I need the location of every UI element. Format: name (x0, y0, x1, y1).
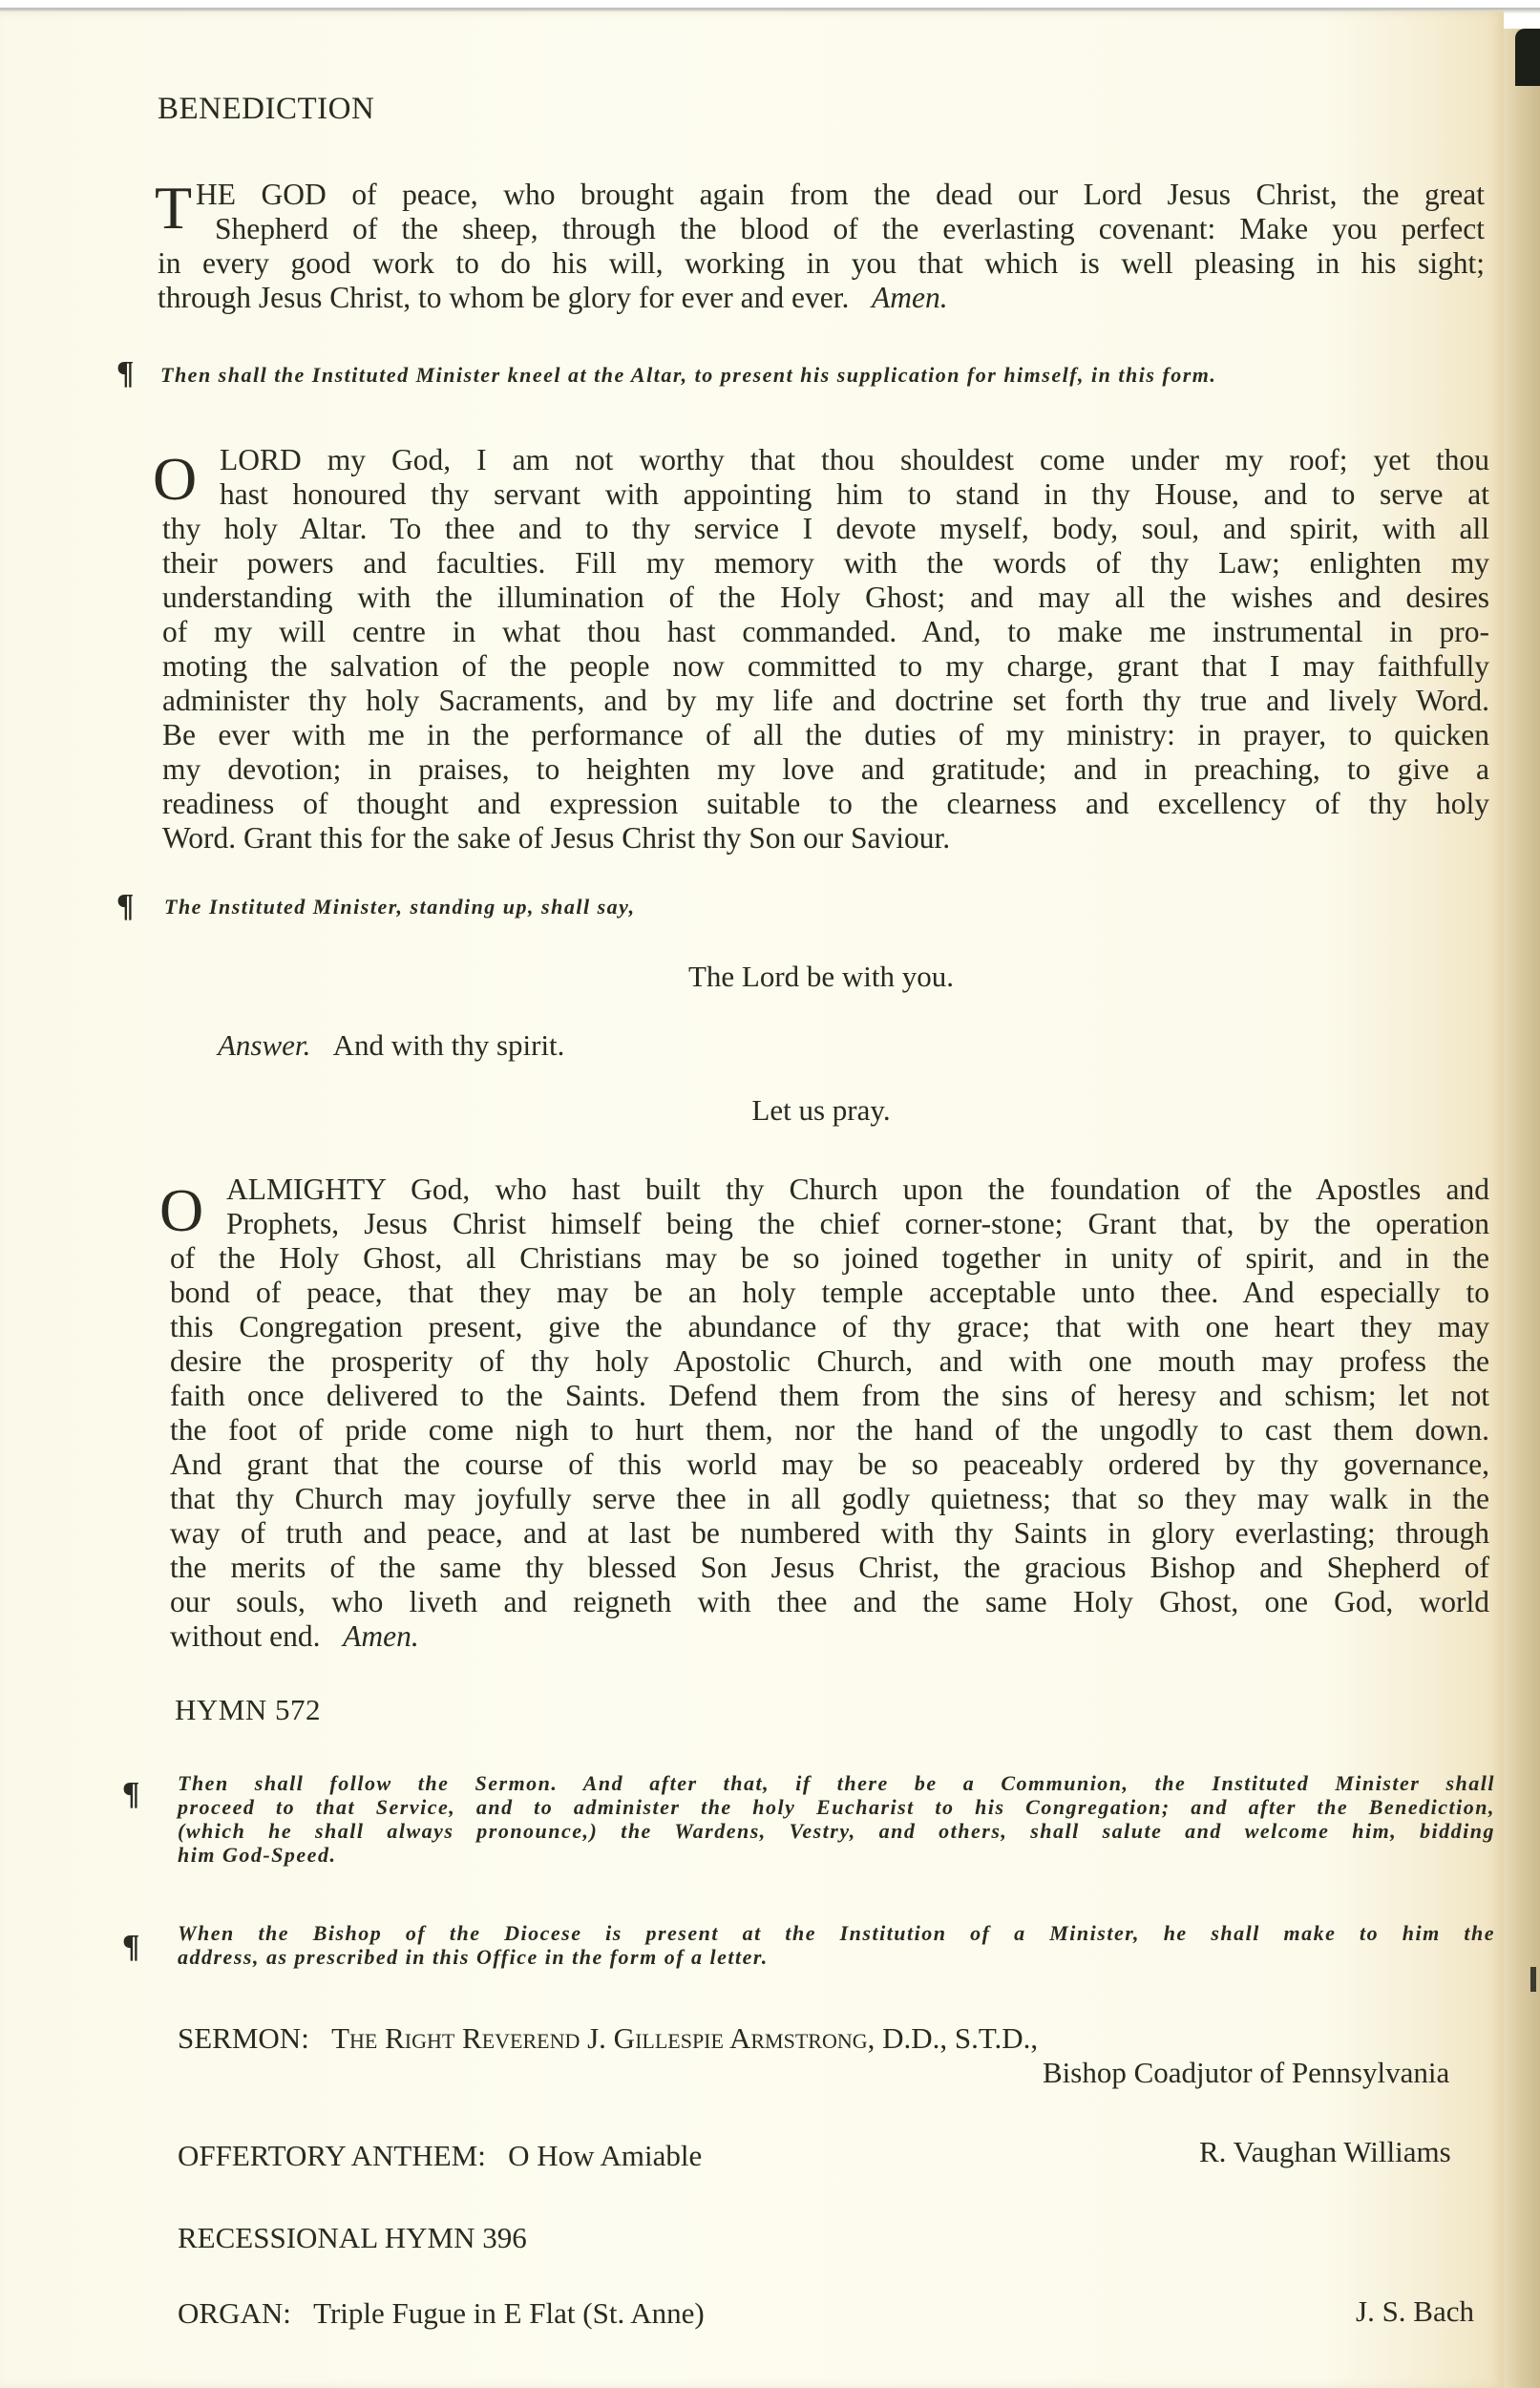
program-recessional: RECESSIONAL HYMN 396 (178, 2221, 527, 2254)
prayer-lord-line: readiness of thought and expression suitable to the clearness and excellency of thy holy (162, 787, 1489, 820)
rubric-bishop-line: When the Bishop of the Diocese is present at the Institution of a Minister, he shall make to him the (178, 1921, 1495, 1945)
offertory-label: OFFERTORY ANTHEM: (178, 2139, 486, 2172)
prayer-lord-line: Be ever with me in the performance of all the duties of my ministry: in prayer, to quicken (162, 718, 1489, 751)
offertory-work: O How Amiable (508, 2139, 703, 2172)
prayer-lord-line: hast honoured thy servant with appointing him to stand in thy House, and to serve at (220, 477, 1489, 511)
answer-text: And with thy spirit. (332, 1028, 565, 1062)
prayer-lord-line: administer thy holy Sacraments, and by my life and doctrine set forth thy true and lively Word. (162, 684, 1489, 717)
rubric-standing-text: The Instituted Minister, standing up, shall say, (164, 895, 636, 919)
versicle: The Lord be with you. (687, 960, 955, 993)
sermon-preacher: The Right Reverend J. Gillespie Armstrong, D.D., S.T.D., (331, 2021, 1039, 2055)
prayer-almighty-line: our souls, who liveth and reigneth with thee and the same Holy Ghost, one God, world (170, 1585, 1489, 1618)
prayer-lord-line: moting the salvation of the people now committed to my charge, grant that I may faithfully (162, 649, 1489, 683)
rubric-sermon-line: proceed to that Service, and to administer the holy Eucharist to his Congregation; and after the Benediction, (178, 1795, 1495, 1819)
book-gutter-edge (1504, 29, 1540, 2388)
sermon-preacher-title: Bishop Coadjutor of Pennsylvania (1043, 2056, 1450, 2089)
prayer-almighty-line: that thy Church may joyfully serve thee in all godly quietness; that so they may walk in the (170, 1482, 1489, 1515)
prayer-almighty-line: faith once delivered to the Saints. Defend them from the sins of heresy and schism; let not (170, 1379, 1489, 1412)
organ-label: ORGAN: (178, 2296, 291, 2330)
prayer-almighty-dropcap: O (159, 1176, 204, 1244)
offertory-composer: R. Vaughan Williams (1199, 2135, 1451, 2168)
benediction-line: HE GOD of peace, who brought again from the dead our Lord Jesus Christ, the great (196, 178, 1485, 211)
rubric-kneel-text: Then shall the Instituted Minister kneel at the Altar, to present his supplication for himself, in this form. (160, 363, 1217, 387)
prayer-lord-dropcap: O (153, 445, 198, 513)
pilcrow-icon: ¶ (122, 1929, 140, 1964)
prayer-lord-line: their powers and faculties. Fill my memory with the words of thy Law; enlighten my (162, 546, 1489, 580)
organ-work: Triple Fugue in E Flat (St. Anne) (313, 2296, 705, 2330)
rubric-bishop-line-last: address, as prescribed in this Office in the form of a letter. (178, 1945, 769, 1969)
benediction-line-last: through Jesus Christ, to whom be glory for ever and ever. Amen. (158, 281, 948, 314)
rubric-sermon-line: (which he shall always pronounce,) the Wardens, Vestry, and others, shall salute and welcome him, bidding (178, 1819, 1495, 1843)
organ-composer: J. S. Bach (1356, 2294, 1474, 2328)
program-sermon (178, 2021, 1038, 2056)
prayer-lord-line-last: Word. Grant this for the sake of Jesus Christ thy Son our Saviour. (162, 821, 951, 855)
response (218, 1028, 564, 1063)
sermon-label: SERMON: (178, 2021, 309, 2055)
benediction-line: in every good work to do his will, working in you that which is well pleasing in his sight; (158, 246, 1485, 280)
pilcrow-icon: ¶ (116, 888, 135, 923)
benediction-dropcap: T (155, 174, 193, 242)
prayer-almighty-line: way of truth and peace, and at last be numbered with thy Saints in glory everlasting; through (170, 1516, 1489, 1550)
prayer-almighty-line: ALMIGHTY God, who hast built thy Church upon the foundation of the Apostles and (226, 1173, 1489, 1206)
prayer-almighty-line: this Congregation present, give the abundance of thy grace; that with one heart they may (170, 1310, 1489, 1343)
prayer-almighty-line: Prophets, Jesus Christ himself being the chief corner-stone; Grant that, by the operation (226, 1207, 1489, 1240)
prayer-almighty-line: of the Holy Ghost, all Christians may be so joined together in unity of spirit, and in the (170, 1241, 1489, 1275)
rubric-sermon-line: Then shall follow the Sermon. And after that, if there be a Communion, the Instituted Minister shall (178, 1771, 1495, 1795)
pilcrow-icon: ¶ (116, 355, 135, 391)
prayer-almighty-line: desire the prosperity of thy holy Apostolic Church, and with one mouth may profess the (170, 1344, 1489, 1378)
prayer-lord-line: of my will centre in what thou hast commanded. And, to make me instrumental in pro- (162, 615, 1489, 648)
let-us-pray: Let us pray. (751, 1093, 891, 1127)
prayer-almighty-line: bond of peace, that they may be an holy temple acceptable unto thee. And especially to (170, 1276, 1489, 1309)
prayer-lord-line: understanding with the illumination of the Holy Ghost; and may all the wishes and desires (162, 581, 1489, 614)
prayer-almighty-line-last: without end. Amen. (170, 1619, 419, 1653)
benediction-amen: Amen. (872, 281, 948, 314)
answer-label: Answer. (218, 1028, 311, 1062)
program-offertory (178, 2139, 702, 2173)
prayer-lord-line: thy holy Altar. To thee and to thy service I devote myself, body, soul, and spirit, with all (162, 512, 1489, 545)
program-organ (178, 2296, 705, 2331)
hymn-heading: HYMN 572 (175, 1693, 321, 1726)
book-cover-corner (1515, 29, 1540, 86)
pilcrow-icon: ¶ (122, 1776, 140, 1811)
page-edge-mark (1530, 1967, 1536, 1992)
prayer-lord-line: LORD my God, I am not worthy that thou shouldest come under my roof; yet thou (220, 443, 1489, 476)
prayer-almighty-line: the foot of pride come nigh to hurt them, nor the hand of the ungodly to cast them down. (170, 1413, 1489, 1447)
prayer-almighty-line: the merits of the same thy blessed Son Jesus Christ, the gracious Bishop and Shepherd of (170, 1551, 1489, 1584)
prayer-almighty-line: And grant that the course of this world may be so peaceably ordered by thy governance, (170, 1448, 1489, 1481)
prayer-lord-line: my devotion; in praises, to heighten my love and gratitude; and in preaching, to give a (162, 752, 1489, 786)
benediction-heading: BENEDICTION (158, 92, 375, 126)
rubric-sermon-line-last: him God-Speed. (178, 1843, 337, 1867)
benediction-line: Shepherd of the sheep, through the blood of the everlasting covenant: Make you perfect (215, 212, 1485, 245)
prayer-almighty-amen: Amen. (343, 1619, 419, 1653)
